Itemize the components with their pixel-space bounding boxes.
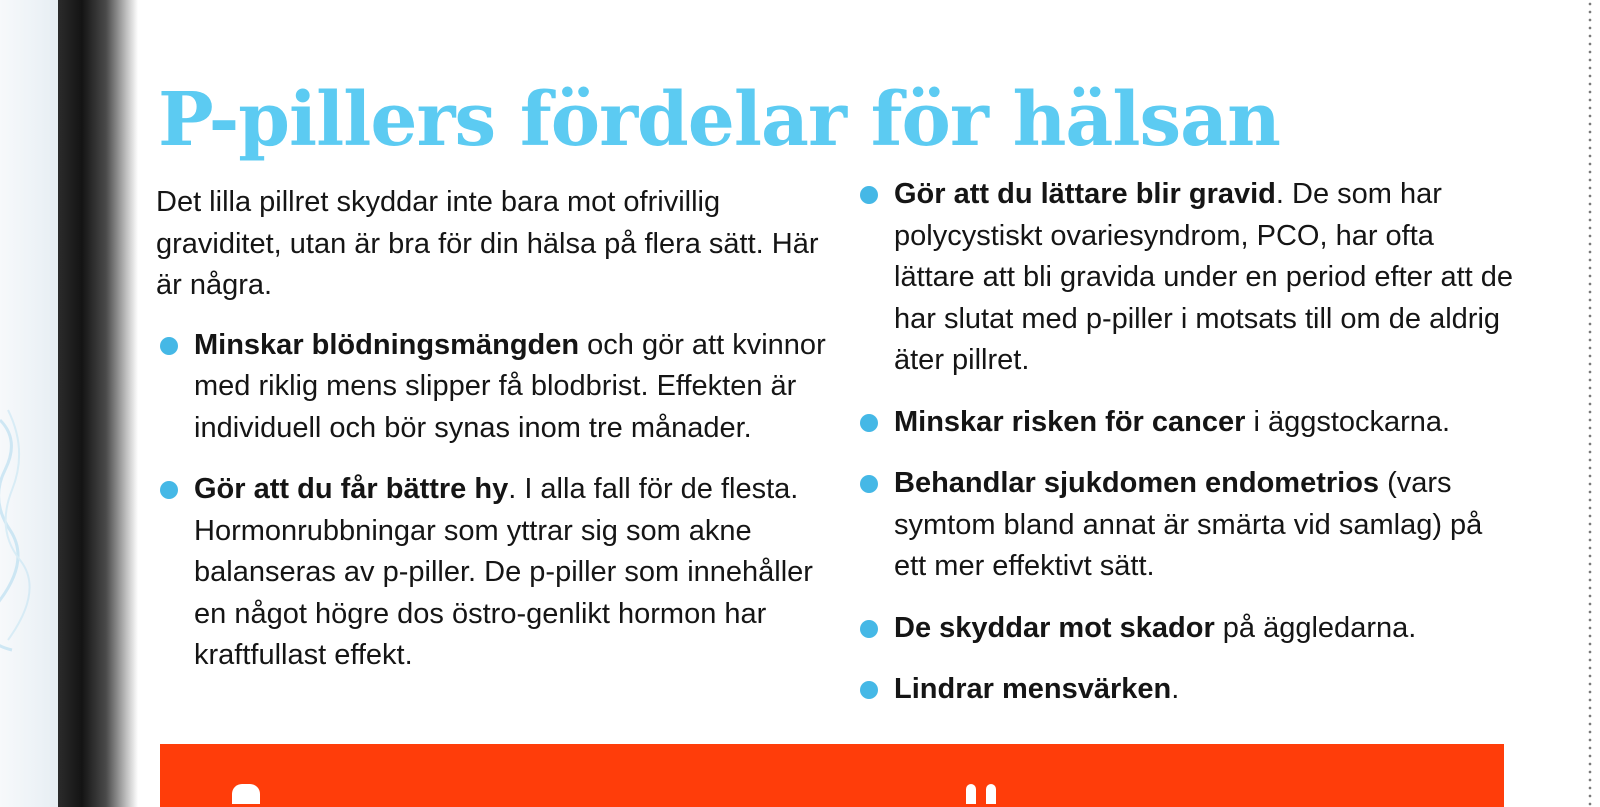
bullet-text: och gör att kvinnor med riklig mens slipper få blodbrist. Effekten är individuell och bör synas inom tre månader.: [194, 328, 826, 444]
orange-banner: [160, 744, 1504, 807]
bullet-dot-icon: [160, 481, 178, 499]
right-column: [856, 174, 1516, 731]
cropped-letter-shape: [966, 784, 976, 804]
list-item: [856, 402, 1516, 444]
cropped-letter-shape: [986, 784, 996, 804]
bullet-heading: De skyddar mot skador: [894, 611, 1215, 644]
list-item: [856, 669, 1516, 711]
page-edge-dots: [1588, 0, 1592, 807]
list-item: [856, 608, 1516, 650]
bullet-heading: Gör att du får bättre hy: [194, 473, 509, 505]
decorative-pattern-icon: [0, 400, 40, 660]
bullet-heading: Minskar risken för cancer: [894, 405, 1246, 438]
bullet-dot-icon: [860, 414, 878, 432]
bullet-dot-icon: [160, 337, 178, 355]
bullet-heading: Gör att du lättare blir gravid: [894, 178, 1276, 210]
intro-paragraph: Det lilla pillret skyddar inte bara mot ofrivillig graviditet, utan är bra för din hälsa på flera sätt. Här är några.: [156, 186, 819, 301]
bullet-text: på äggledarna.: [1214, 611, 1417, 644]
bullet-dot-icon: [860, 681, 878, 699]
bullet-dot-icon: [860, 475, 878, 493]
bullet-dot-icon: [860, 620, 878, 638]
article-title: P-pillers fördelar för hälsan: [158, 77, 1280, 163]
page-binding-shadow: [58, 0, 138, 807]
cropped-letter-shape: [232, 784, 260, 804]
list-item: [156, 325, 836, 450]
bullet-text: (vars symtom bland annat är smärta vid samlag) på ett mer effektivt sätt.: [894, 467, 1483, 582]
left-page-fringe: [0, 0, 60, 807]
bullet-text: . I alla fall för de flesta. Hormonrubbningar som yttrar sig som akne balanseras av p-piller. De p-piller som innehåller en något högre dos östro-genlikt hormon har kraftfullast effekt.: [194, 473, 813, 671]
list-item: [856, 174, 1516, 382]
list-item: [856, 463, 1516, 588]
left-column: [156, 182, 836, 697]
bullet-heading: Behandlar sjukdomen endometrios: [894, 467, 1380, 499]
bullet-heading: Lindrar mensvärken: [894, 673, 1172, 705]
bullet-heading: Minskar blödningsmängden: [194, 328, 580, 361]
bullet-text: .: [1171, 673, 1180, 705]
list-item: [156, 469, 836, 677]
bullet-text: . De som har polycystiskt ovariesyndrom, PCO, har ofta lättare att bli gravida under en period efter att de har slutat med p-piller i motsats till om de aldrig äter pillret.: [894, 178, 1514, 376]
bullet-dot-icon: [860, 186, 878, 204]
bullet-text: i äggstockarna.: [1245, 405, 1451, 438]
